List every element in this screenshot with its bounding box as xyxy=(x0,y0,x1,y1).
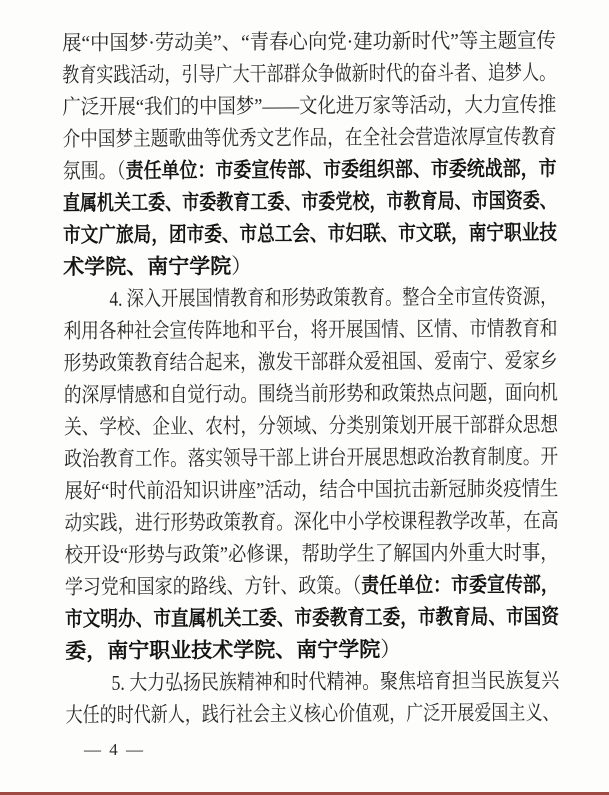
text-line xyxy=(63,120,557,155)
text-line xyxy=(65,504,559,539)
text-segment: 4. 深入开展国情教育和形势政策教育。整合全市宣传资源， xyxy=(109,284,558,311)
text-line-content xyxy=(109,280,557,314)
text-segment: 政治教育工作。落实领导干部上讲台开展思想政治教育制度。开 xyxy=(64,444,559,471)
text-line-content xyxy=(63,152,557,187)
text-line xyxy=(63,280,557,315)
text-line-content xyxy=(62,56,556,91)
text-line-content xyxy=(65,600,559,635)
responsible-units-text: 责任单位：市委宣传部、市委组织部、市委统战部，市 xyxy=(125,156,557,183)
text-line-content xyxy=(63,120,557,155)
text-line-content xyxy=(66,696,560,731)
text-segment: 动实践，进行形势政策教育。深化中小学校课程教学改革，在高 xyxy=(64,508,559,535)
text-line xyxy=(62,88,556,123)
text-line xyxy=(63,184,557,219)
text-line xyxy=(64,376,558,411)
text-segment: 展好“时代前沿知识讲座”活动，结合中国抗击新冠肺炎疫情生 xyxy=(64,476,559,503)
text-segment: 形势政策教育结合起来，激发干部群众爱祖国、爱南宁、爱家乡 xyxy=(63,348,558,375)
text-segment: 利用各种社会宣传阵地和平台，将开展国情、区情、市情教育和 xyxy=(63,316,558,343)
text-line-content xyxy=(111,664,559,698)
responsible-units-text: 市文明办、市直属机关工委、市委教育工委，市教育局、市国资 xyxy=(65,604,560,631)
text-line-content xyxy=(64,344,558,379)
text-line xyxy=(65,664,559,699)
text-line xyxy=(65,632,559,667)
text-line-content xyxy=(64,472,558,507)
text-segment: 校开设“形势与政策”必修课，帮助学生了解国内外重大时事， xyxy=(64,540,559,567)
text-line xyxy=(64,312,558,347)
text-line-content xyxy=(63,250,252,283)
text-line xyxy=(64,408,558,443)
text-line-content xyxy=(65,633,401,667)
text-line xyxy=(63,216,557,251)
text-line-content xyxy=(65,536,559,571)
page-number: — 4 — xyxy=(84,740,145,759)
responsible-units-text: 委，南宁职业技术学院、南宁学院 xyxy=(65,637,381,663)
text-segment: 广泛开展“我们的中国梦”——文化进万家等活动，大力宣传推 xyxy=(62,92,557,119)
text-segment: ） xyxy=(231,254,253,279)
text-segment: ） xyxy=(380,637,402,662)
text-line xyxy=(63,248,557,283)
text-line-content xyxy=(64,408,558,443)
text-line xyxy=(65,568,559,603)
text-segment: 展“中国梦·劳动美”、“青春心向党·建功新时代”等主题宣传 xyxy=(62,28,556,55)
responsible-units-text: 责任单位：市委宣传部， xyxy=(361,572,559,598)
text-segment: 大任的时代新人，践行社会主义核心价值观，广泛开展爱国主义、 xyxy=(65,700,560,727)
text-line xyxy=(66,696,560,731)
text-line xyxy=(65,600,559,635)
text-line xyxy=(62,24,556,59)
text-line xyxy=(64,440,558,475)
text-line-content xyxy=(65,568,559,603)
text-line-content xyxy=(63,216,557,251)
text-segment: 的深厚情感和自觉行动。围绕当前形势和政策热点问题，面向机 xyxy=(63,380,558,407)
text-segment: 介中国梦主题歌曲等优秀文艺作品，在全社会营造浓厚宣传教育 xyxy=(62,124,557,151)
text-segment: 关、学校、企业、农村，分领域、分类别策划开展干部群众思想 xyxy=(64,412,559,439)
responsible-units-text: 术学院、南宁学院 xyxy=(63,254,232,279)
text-line xyxy=(64,344,558,379)
text-line-content xyxy=(65,504,559,539)
text-line-content xyxy=(63,184,557,219)
text-line xyxy=(63,152,557,187)
text-line-content xyxy=(64,376,558,411)
text-line-content xyxy=(64,440,558,475)
text-line xyxy=(64,472,558,507)
text-segment: 5. 大力弘扬民族精神和时代精神。聚焦培育担当民族复兴 xyxy=(111,668,560,695)
text-segment: 氛围。（ xyxy=(62,158,126,183)
text-line-content xyxy=(64,312,558,347)
text-segment: 教育实践活动，引导广大干部群众争做新时代的奋斗者、追梦人。 xyxy=(62,60,557,87)
document-body xyxy=(62,24,560,731)
text-line-content xyxy=(62,88,556,123)
text-segment: 学习党和国家的路线、方针、政策。（ xyxy=(64,573,362,599)
responsible-units-text: 直属机关工委、市委教育工委、市委党校，市教育局、市国资委、 xyxy=(62,188,557,215)
text-line xyxy=(62,56,556,91)
responsible-units-text: 市文广旅局，团市委、市总工会、市妇联、市文联，南宁职业技 xyxy=(63,220,558,247)
text-line xyxy=(65,536,559,571)
text-line-content xyxy=(62,24,556,59)
